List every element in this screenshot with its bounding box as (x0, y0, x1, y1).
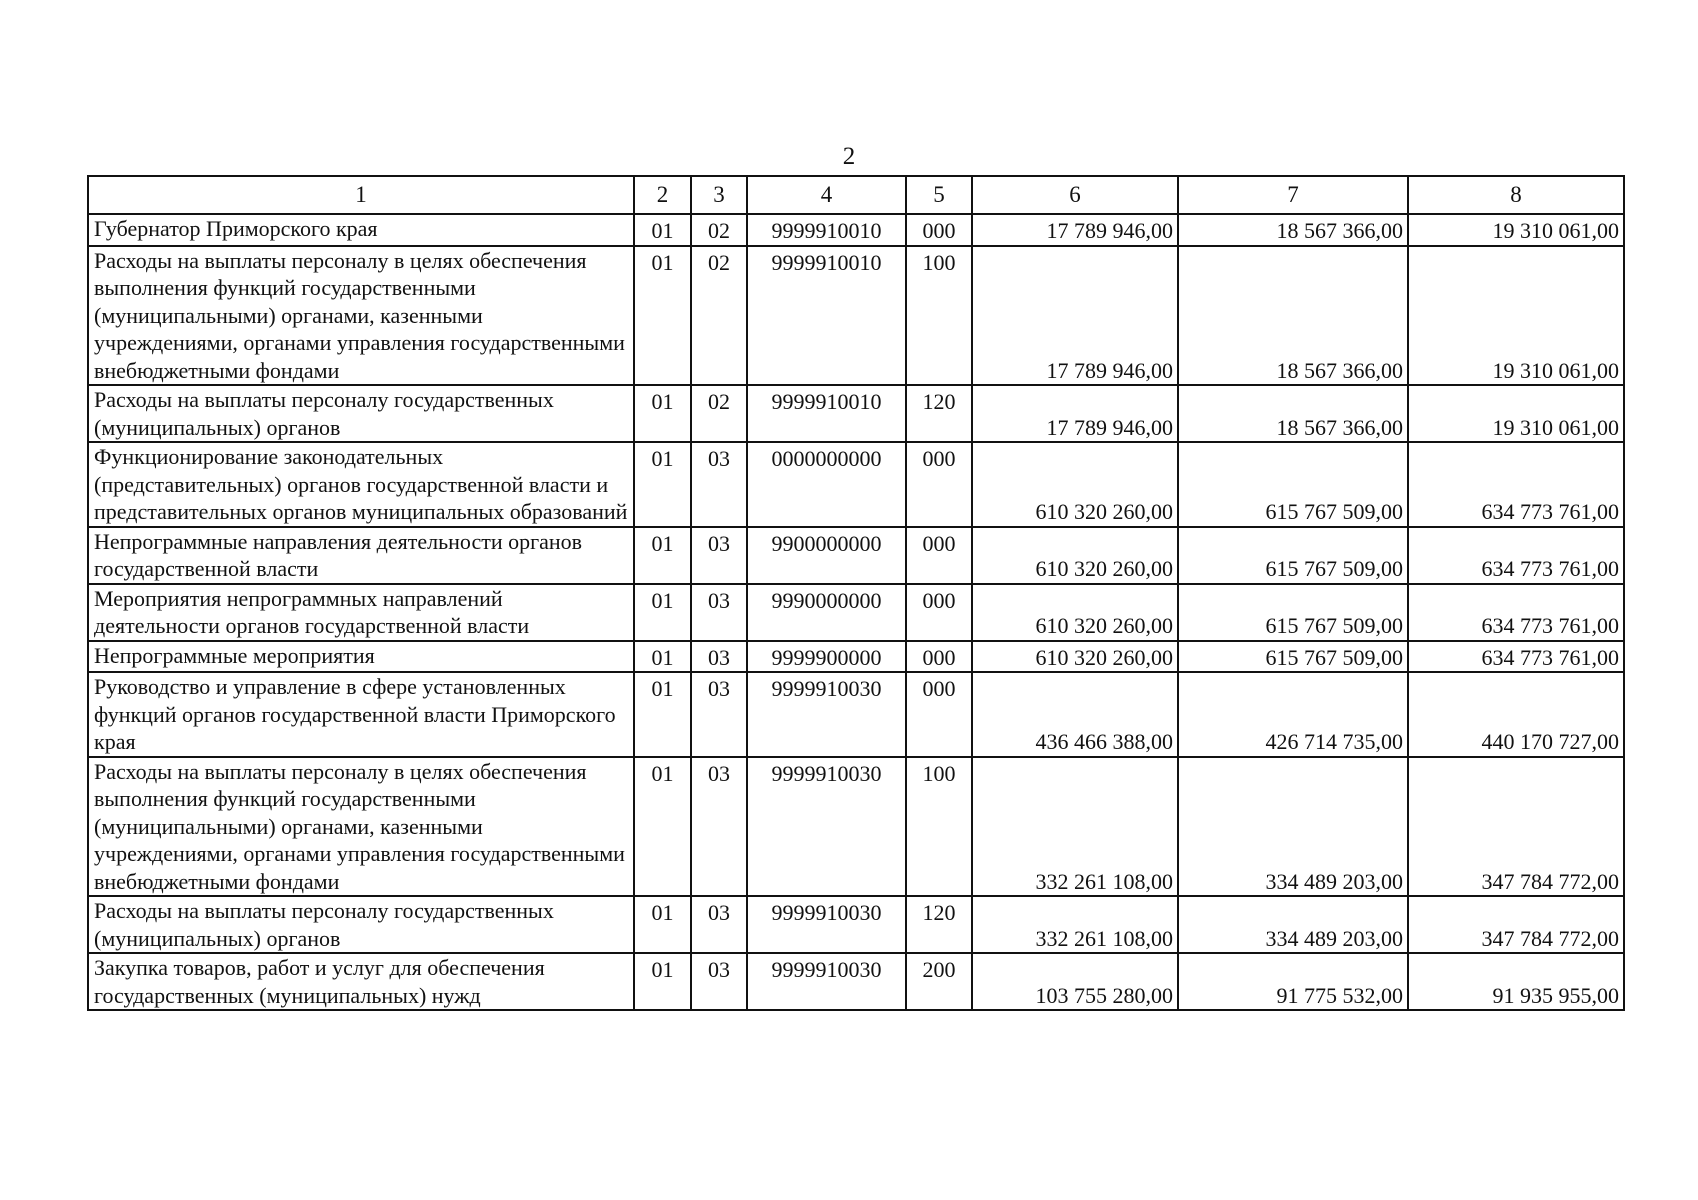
table-row (88, 442, 1624, 527)
amount-cell: 615 767 509,00 (1178, 584, 1408, 641)
section-code-cell: 01 (634, 584, 691, 641)
row-name-cell: Расходы на выплаты персоналу в целях обеспечения выполнения функций государственными (муниципальными) органами, казенными учреждениями, органами управления государственными внебюджетными фондами (88, 757, 634, 897)
section-code-cell: 01 (634, 641, 691, 673)
column-header: 8 (1408, 176, 1624, 214)
target-code-cell: 9999910010 (747, 385, 906, 442)
amount-cell: 332 261 108,00 (972, 896, 1178, 953)
subsection-code-cell: 02 (691, 385, 747, 442)
expense-type-cell: 100 (906, 246, 972, 386)
amount-cell: 610 320 260,00 (972, 641, 1178, 673)
amount-cell: 634 773 761,00 (1408, 442, 1624, 527)
expense-type-cell: 120 (906, 896, 972, 953)
table-row (88, 641, 1624, 673)
amount-cell: 615 767 509,00 (1178, 641, 1408, 673)
subsection-code-cell: 03 (691, 672, 747, 757)
section-code-cell: 01 (634, 953, 691, 1010)
row-name-cell: Расходы на выплаты персоналу государственных (муниципальных) органов (88, 385, 634, 442)
amount-cell: 332 261 108,00 (972, 757, 1178, 897)
amount-cell: 615 767 509,00 (1178, 527, 1408, 584)
table-row (88, 385, 1624, 442)
row-name-cell: Расходы на выплаты персоналу в целях обеспечения выполнения функций государственными (муниципальными) органами, казенными учреждениями, органами управления государственными внебюджетными фондами (88, 246, 634, 386)
table-row (88, 757, 1624, 897)
table-row (88, 214, 1624, 246)
amount-cell: 436 466 388,00 (972, 672, 1178, 757)
row-name-cell: Мероприятия непрограммных направлений деятельности органов государственной власти (88, 584, 634, 641)
budget-table (87, 175, 1625, 1011)
column-header: 6 (972, 176, 1178, 214)
subsection-code-cell: 02 (691, 214, 747, 246)
amount-cell: 17 789 946,00 (972, 246, 1178, 386)
amount-cell: 347 784 772,00 (1408, 896, 1624, 953)
subsection-code-cell: 03 (691, 953, 747, 1010)
expense-type-cell: 000 (906, 641, 972, 673)
expense-type-cell: 000 (906, 584, 972, 641)
amount-cell: 18 567 366,00 (1178, 214, 1408, 246)
target-code-cell: 9999910010 (747, 214, 906, 246)
expense-type-cell: 000 (906, 214, 972, 246)
row-name-cell: Расходы на выплаты персоналу государственных (муниципальных) органов (88, 896, 634, 953)
subsection-code-cell: 03 (691, 896, 747, 953)
header-row (88, 176, 1624, 214)
expense-type-cell: 100 (906, 757, 972, 897)
amount-cell: 17 789 946,00 (972, 385, 1178, 442)
section-code-cell: 01 (634, 214, 691, 246)
section-code-cell: 01 (634, 672, 691, 757)
table-row (88, 527, 1624, 584)
row-name-cell: Закупка товаров, работ и услуг для обеспечения государственных (муниципальных) нужд (88, 953, 634, 1010)
section-code-cell: 01 (634, 527, 691, 584)
expense-type-cell: 000 (906, 527, 972, 584)
amount-cell: 19 310 061,00 (1408, 214, 1624, 246)
amount-cell: 610 320 260,00 (972, 527, 1178, 584)
row-name-cell: Непрограммные направления деятельности органов государственной власти (88, 527, 634, 584)
section-code-cell: 01 (634, 896, 691, 953)
expense-type-cell: 200 (906, 953, 972, 1010)
column-header: 1 (88, 176, 634, 214)
table-row (88, 896, 1624, 953)
subsection-code-cell: 03 (691, 757, 747, 897)
section-code-cell: 01 (634, 385, 691, 442)
section-code-cell: 01 (634, 442, 691, 527)
target-code-cell: 9999910030 (747, 953, 906, 1010)
amount-cell: 610 320 260,00 (972, 584, 1178, 641)
amount-cell: 426 714 735,00 (1178, 672, 1408, 757)
column-header: 3 (691, 176, 747, 214)
amount-cell: 18 567 366,00 (1178, 385, 1408, 442)
amount-cell: 634 773 761,00 (1408, 584, 1624, 641)
target-code-cell: 9990000000 (747, 584, 906, 641)
amount-cell: 17 789 946,00 (972, 214, 1178, 246)
amount-cell: 634 773 761,00 (1408, 527, 1624, 584)
amount-cell: 19 310 061,00 (1408, 246, 1624, 386)
table-row (88, 672, 1624, 757)
target-code-cell: 9999910010 (747, 246, 906, 386)
section-code-cell: 01 (634, 757, 691, 897)
amount-cell: 91 775 532,00 (1178, 953, 1408, 1010)
amount-cell: 334 489 203,00 (1178, 896, 1408, 953)
amount-cell: 103 755 280,00 (972, 953, 1178, 1010)
target-code-cell: 9999900000 (747, 641, 906, 673)
column-header: 2 (634, 176, 691, 214)
amount-cell: 19 310 061,00 (1408, 385, 1624, 442)
amount-cell: 440 170 727,00 (1408, 672, 1624, 757)
page-number: 2 (842, 143, 856, 170)
column-header: 5 (906, 176, 972, 214)
subsection-code-cell: 02 (691, 246, 747, 386)
amount-cell: 634 773 761,00 (1408, 641, 1624, 673)
table-row (88, 246, 1624, 386)
target-code-cell: 9999910030 (747, 896, 906, 953)
amount-cell: 91 935 955,00 (1408, 953, 1624, 1010)
subsection-code-cell: 03 (691, 442, 747, 527)
subsection-code-cell: 03 (691, 584, 747, 641)
expense-type-cell: 000 (906, 672, 972, 757)
table-row (88, 953, 1624, 1010)
row-name-cell: Губернатор Приморского края (88, 214, 634, 246)
table-row (88, 584, 1624, 641)
target-code-cell: 9900000000 (747, 527, 906, 584)
amount-cell: 347 784 772,00 (1408, 757, 1624, 897)
subsection-code-cell: 03 (691, 527, 747, 584)
row-name-cell: Руководство и управление в сфере установленных функций органов государственной власти Приморского края (88, 672, 634, 757)
expense-type-cell: 000 (906, 442, 972, 527)
expense-type-cell: 120 (906, 385, 972, 442)
column-header: 4 (747, 176, 906, 214)
amount-cell: 18 567 366,00 (1178, 246, 1408, 386)
amount-cell: 334 489 203,00 (1178, 757, 1408, 897)
target-code-cell: 9999910030 (747, 757, 906, 897)
target-code-cell: 0000000000 (747, 442, 906, 527)
section-code-cell: 01 (634, 246, 691, 386)
amount-cell: 610 320 260,00 (972, 442, 1178, 527)
subsection-code-cell: 03 (691, 641, 747, 673)
amount-cell: 615 767 509,00 (1178, 442, 1408, 527)
target-code-cell: 9999910030 (747, 672, 906, 757)
column-header: 7 (1178, 176, 1408, 214)
row-name-cell: Функционирование законодательных (представительных) органов государственной власти и представительных органов муниципальных образований (88, 442, 634, 527)
row-name-cell: Непрограммные мероприятия (88, 641, 634, 673)
